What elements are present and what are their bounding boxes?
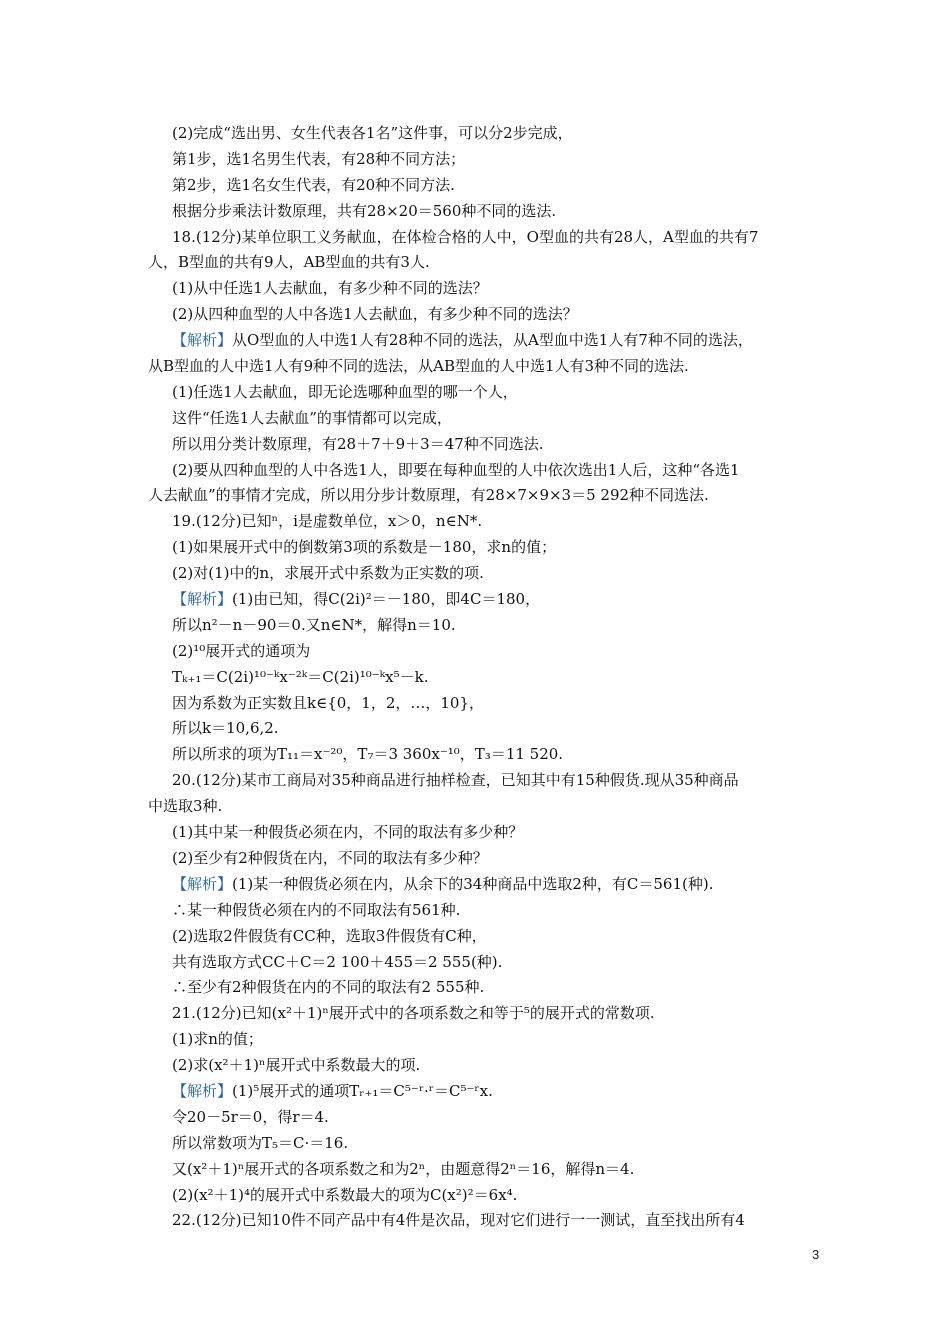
text-line — [148, 587, 828, 613]
line-text: 又(x²＋1)ⁿ展开式的各项系数之和为2ⁿ，由题意得2ⁿ＝16，解得n＝4. — [172, 1159, 635, 1178]
line-text: (2)完成“选出男、女生代表各1名”这件事，可以分2步完成， — [172, 124, 573, 142]
line-text: 所以k＝10,6,2. — [172, 719, 279, 738]
text-line — [148, 276, 828, 302]
line-text: (2)选取2件假货有CC种，选取3件假货有C种， — [172, 926, 487, 945]
line-text: (1)⁵展开式的通项Tᵣ₊₁＝C⁵⁻ʳ·ʳ＝C⁵⁻ʳx. — [232, 1081, 493, 1100]
text-line — [148, 950, 828, 976]
line-text: 所以所求的项为T₁₁＝x⁻²⁰，T₇＝3 360x⁻¹⁰，T₃＝11 520. — [172, 745, 564, 764]
text-line — [148, 406, 828, 432]
text-line — [148, 147, 828, 173]
text-line — [148, 199, 828, 225]
line-text: (1)其中某一种假货必须在内，不同的取法有多少种？ — [172, 823, 524, 842]
line-text: (2)¹⁰展开式的通项为 — [172, 641, 311, 660]
line-text: (2)从四种血型的人中各选1人去献血，有多少种不同的选法？ — [172, 305, 578, 324]
line-text: (2)至少有2种假货在内，不同的取法有多少种？ — [172, 848, 488, 867]
text-line — [148, 173, 828, 199]
line-text: (1)某一种假货必须在内，从余下的34种商品中选取2种，有C＝561(种). — [232, 874, 714, 893]
text-line — [148, 1105, 828, 1131]
text-line — [148, 1079, 828, 1105]
text-line — [148, 1131, 828, 1157]
line-text: (1)任选1人去献血，即无论选哪种血型的哪一个人， — [172, 382, 518, 401]
text-line — [148, 1027, 828, 1053]
line-text: (2)要从四种血型的人中各选1人，即要在每种血型的人中依次选出1人后，这种“各选1 — [172, 460, 740, 479]
line-text: 21.(12分)已知(x²＋1)ⁿ展开式中的各项系数之和等于⁵的展开式的常数项. — [172, 1004, 655, 1023]
text-line — [148, 898, 828, 924]
analysis-tag: 【解析】 — [172, 331, 233, 350]
text-line — [148, 302, 828, 328]
text-line — [148, 561, 828, 587]
page-number: 3 — [812, 1247, 820, 1262]
text-line — [148, 354, 828, 380]
analysis-tag: 【解析】 — [172, 1081, 233, 1100]
text-line — [148, 639, 828, 665]
line-text: (2)(x²＋1)⁴的展开式中系数最大的项为C(x²)²＝6x⁴. — [172, 1185, 518, 1204]
text-line — [148, 1157, 828, 1183]
text-line — [148, 768, 828, 794]
text-line — [148, 924, 828, 950]
line-text: 19.(12分)已知ⁿ，i是虚数单位，x＞0，n∈N*. — [172, 512, 483, 531]
text-line — [148, 225, 828, 251]
line-text: 中选取3种. — [148, 797, 223, 816]
text-line — [148, 613, 828, 639]
text-line — [148, 691, 828, 717]
line-text: (1)由已知，得C(2i)²＝－180，即4C＝180， — [232, 590, 541, 609]
line-text: 所以常数项为T₅＝C·＝16. — [172, 1133, 349, 1152]
text-line — [148, 535, 828, 561]
line-text: 人，B型血的共有9人，AB型血的共有3人. — [148, 253, 430, 272]
text-line — [148, 1053, 828, 1079]
text-line — [148, 742, 828, 768]
line-text: 人去献血”的事情才完成，所以用分步计数原理，有28×7×9×3＝5 292种不同选法. — [148, 486, 709, 505]
line-text: 18.(12分)某单位职工义务献血，在体检合格的人中，O型血的共有28人，A型血的共有7 — [172, 227, 759, 246]
line-text: (2)对(1)中的n，求展开式中系数为正实数的项. — [172, 564, 484, 583]
line-text: 从O型血的人中选1人有28种不同的选法，从A型血中选1人有7种不同的选法， — [232, 331, 753, 350]
text-line — [148, 121, 828, 147]
line-text: (1)从中任选1人去献血，有多少种不同的选法？ — [172, 279, 488, 298]
line-text: Tₖ₊₁＝C(2i)¹⁰⁻ᵏx⁻²ᵏ＝C(2i)¹⁰⁻ᵏx⁵－k. — [172, 667, 429, 686]
text-line — [148, 794, 828, 820]
text-line — [148, 820, 828, 846]
analysis-tag: 【解析】 — [172, 590, 233, 609]
line-text: 第2步，选1名女生代表，有20种不同方法. — [172, 175, 455, 194]
text-line — [148, 250, 828, 276]
line-text: 共有选取方式CC＋C＝2 100＋455＝2 555(种). — [172, 952, 503, 971]
line-text: 根据分步乘法计数原理，共有28×20＝560种不同的选法. — [172, 201, 557, 220]
line-text: 从B型血的人中选1人有9种不同的选法，从AB型血的人中选1人有3种不同的选法. — [148, 357, 689, 376]
text-line — [148, 1208, 828, 1234]
analysis-tag: 【解析】 — [172, 874, 233, 893]
text-line — [148, 846, 828, 872]
text-line — [148, 716, 828, 742]
line-text: 20.(12分)某市工商局对35种商品进行抽样检查，已知其中有15种假货.现从35种商品 — [172, 771, 739, 790]
line-text: (1)如果展开式中的倒数第3项的系数是－180，求n的值； — [172, 538, 557, 557]
text-line — [148, 380, 828, 406]
line-text: 因为系数为正实数且k∈{0，1，2，…，10}， — [172, 693, 484, 712]
line-text: (2)求(x²＋1)ⁿ展开式中系数最大的项. — [172, 1056, 421, 1075]
line-text: ∴至少有2种假货在内的不同的取法有2 555种. — [172, 978, 485, 997]
line-text: ∴某一种假货必须在内的不同取法有561种. — [172, 900, 461, 919]
line-text: 第1步，选1名男生代表，有28种不同方法； — [172, 149, 466, 168]
text-line — [148, 1001, 828, 1027]
text-line — [148, 665, 828, 691]
line-text: 所以用分类计数原理，有28＋7＋9＋3＝47种不同选法. — [172, 434, 544, 453]
text-line — [148, 458, 828, 484]
text-line — [148, 328, 828, 354]
text-line — [148, 432, 828, 458]
text-line — [148, 509, 828, 535]
text-line — [148, 1183, 828, 1209]
line-text: 令20－5r＝0，得r＝4. — [172, 1107, 329, 1126]
line-text: 22.(12分)已知10件不同产品中有4件是次品，现对它们进行一一测试，直至找出所有4 — [172, 1211, 745, 1230]
line-text: 所以n²－n－90＝0.又n∈N*，解得n＝10. — [172, 615, 456, 634]
text-line — [148, 483, 828, 509]
text-line — [148, 872, 828, 898]
text-line — [148, 975, 828, 1001]
line-text: 这件“任选1人去献血”的事情都可以完成， — [172, 408, 452, 427]
document-body — [148, 121, 828, 1234]
line-text: (1)求n的值； — [172, 1030, 263, 1049]
